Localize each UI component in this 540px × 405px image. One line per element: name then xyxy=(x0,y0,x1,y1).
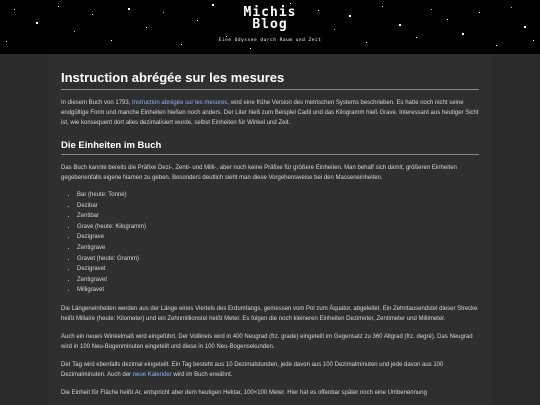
blog-logo[interactable] xyxy=(0,7,540,31)
list-item: • Dezibar xyxy=(77,201,479,212)
list-item: • Milligravet xyxy=(77,285,479,296)
list-item: • Gravet (heute: Gramm) xyxy=(77,254,479,265)
time-text-after: wird im Buch erwähnt. xyxy=(171,371,233,378)
paragraph-time xyxy=(61,360,479,380)
blog-title-line2: Blog xyxy=(252,17,288,32)
blog-header xyxy=(0,0,540,54)
list-item: • Zentigrave xyxy=(77,243,479,254)
list-item: • Zentibar xyxy=(77,211,479,222)
blog-title-line1: Michis xyxy=(243,5,297,20)
star xyxy=(212,4,214,6)
paragraph-length: Die Längeneinheiten werden aus der Länge eines Viertels des Erdumfangs, gemessen vom Pol zum Äquator, abgeleitet. Ein Zehntausendstel dieser Strecke heißt Millaire (heute: Kilometer) und ein Zehnmillionstel heißt Meter. Es folgen die noch kleineren Einheiten Dezimeter, Zentimeter und Millimeter. xyxy=(61,305,478,322)
calendar-link[interactable]: neue Kalender xyxy=(132,371,172,378)
page-title: Instruction abrégée sur les mesures xyxy=(61,70,479,90)
article-content xyxy=(48,54,492,405)
intro-text-after: , wird eine frühe Version des metrischen Systems beschrieben. Es hatte noch nicht seine endgültige Form und manche Einheiten hießen noch anders. Der Liter hieß zum Beispiel Cadil und das Kilogramm hieß Grave. Interessant aus heutiger Sicht ist, wie konsequent dort alles dezimalisiert wurde, selbst Einheiten für Winkel und Zeit. xyxy=(61,100,479,126)
star xyxy=(462,33,464,35)
units-list xyxy=(61,190,479,296)
star xyxy=(226,36,227,37)
list-item: • Zentigravet xyxy=(77,275,479,286)
intro-paragraph xyxy=(61,98,479,128)
blog-tagline: Eine Odyssee durch Raum und Zeit xyxy=(218,38,322,43)
paragraph-angles: Auch ein neues Winkelmaß wird eingeführt. Der Vollkreis wird in 400 Neugrad (frz. grade) eingeteilt im Gegensatz zu 360 Altgrad (frz. degré). Das Neugrad wird in 100 Neu-Bogenminuten eingeteilt und diese in 100 Neu-Bogensekunden. xyxy=(61,333,473,350)
paragraph-prefixes: Das Buch kannte bereits die Präfixe Dezi-, Zenti- und Milli-, aber noch keine Präfixe für größere Einheiten. Man behalf sich damit, größeren Einheiten gegebenenfalls eigene Namen zu geben. Besonders deutlich sieht man diese Vorgehensweise bei den Masseneinheiten. xyxy=(61,165,457,181)
time-text-before: Der Tag wird ebenfalls dezimal eingeteilt. Ein Tag besteht aus 10 Dezimalstunden, jede davon aus 100 Dezimalminuten und jede davon aus 100 Dezimalminuten. Auch der xyxy=(61,361,444,378)
star xyxy=(290,3,291,4)
star xyxy=(181,44,182,45)
star xyxy=(74,31,75,32)
star xyxy=(250,48,251,49)
list-item: • Dezigrave xyxy=(77,232,479,243)
section-title: Die Einheiten im Buch xyxy=(61,140,479,155)
list-item: • Bar (heute: Tonne) xyxy=(77,190,479,201)
intro-text-before: In diesem Buch von 1793, xyxy=(61,100,133,106)
list-item: • Grave (heute: Kilogramm) xyxy=(77,222,479,233)
book-link[interactable]: Instruction abrégée sur les mesures xyxy=(132,100,228,106)
paragraph-area: Die Einheit für Fläche heißt Ar, entspricht aber dem heutigen Hektar, 100×100 Meter. Hier hat es offenbar später noch eine Umbenennung xyxy=(61,389,427,396)
list-item: • Dezigravet xyxy=(77,264,479,275)
star xyxy=(496,45,497,46)
